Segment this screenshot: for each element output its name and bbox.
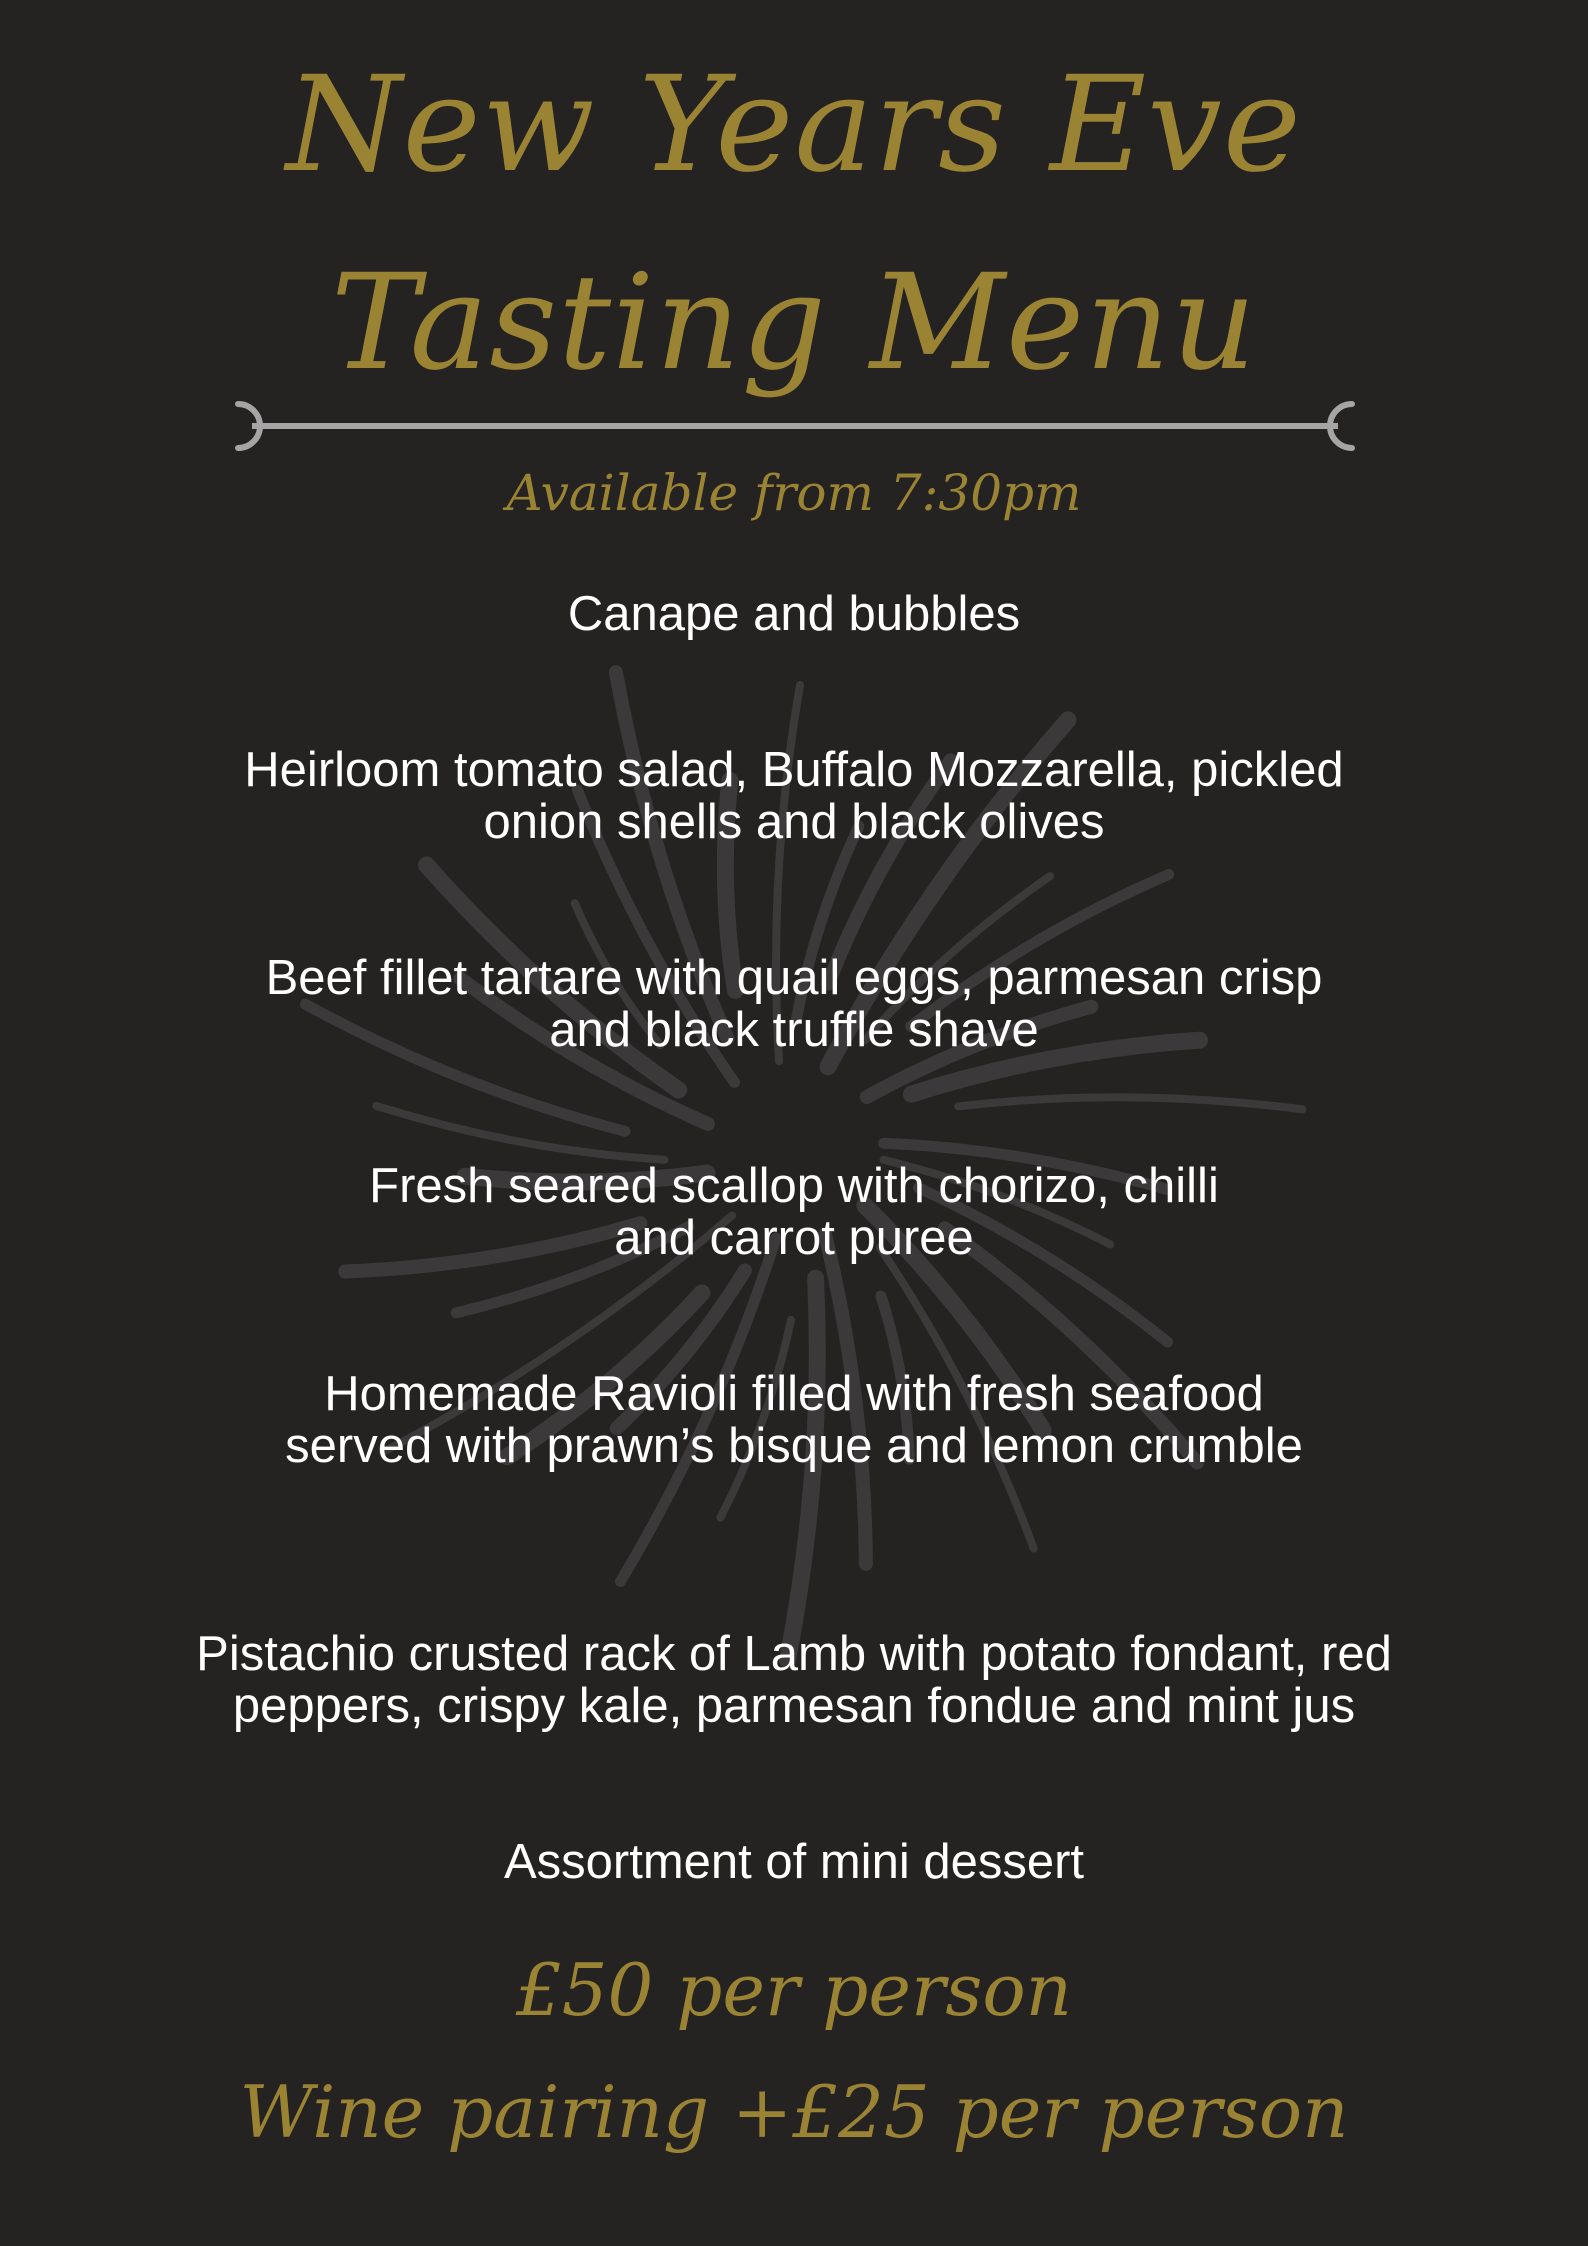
course-item	[0, 1368, 1588, 1472]
course-line: Canape and bubbles	[567, 587, 1021, 641]
course-item	[0, 952, 1588, 1056]
course-item	[0, 1628, 1588, 1732]
course-item	[0, 744, 1588, 848]
course-line: peppers, crispy kale, parmesan fondue and mint jus	[232, 1679, 1356, 1733]
menu-title-line-1: New Years Eve	[286, 48, 1302, 202]
course-line: Beef fillet tartare with quail eggs, parmesan crisp	[265, 951, 1323, 1005]
course-line: and carrot puree	[614, 1211, 974, 1265]
course-item	[0, 588, 1588, 640]
burst-ray	[958, 1097, 1302, 1109]
menu-title-line-2: Tasting Menu	[330, 246, 1258, 400]
course-line: Assortment of mini dessert	[503, 1835, 1085, 1889]
course-line: served with prawn’s bisque and lemon crumble	[285, 1419, 1303, 1473]
wine-pairing-text: Wine pairing +£25 per person	[239, 2070, 1349, 2154]
course-line: Heirloom tomato salad, Buffalo Mozzarella, pickled	[244, 743, 1344, 797]
course-line: Homemade Ravioli filled with fresh seafood	[324, 1367, 1264, 1421]
course-line: Fresh seared scallop with chorizo, chilli	[369, 1159, 1219, 1213]
course-item	[0, 1836, 1588, 1888]
course-line: Pistachio crusted rack of Lamb with potato fondant, red	[196, 1627, 1392, 1681]
course-line: and black truffle shave	[549, 1003, 1039, 1057]
course-line: onion shells and black olives	[483, 795, 1105, 849]
availability-text: Available from 7:30pm	[506, 464, 1082, 522]
ornamental-divider-icon	[230, 400, 1360, 452]
course-item	[0, 1160, 1588, 1264]
price-text: £50 per person	[515, 1948, 1073, 2032]
